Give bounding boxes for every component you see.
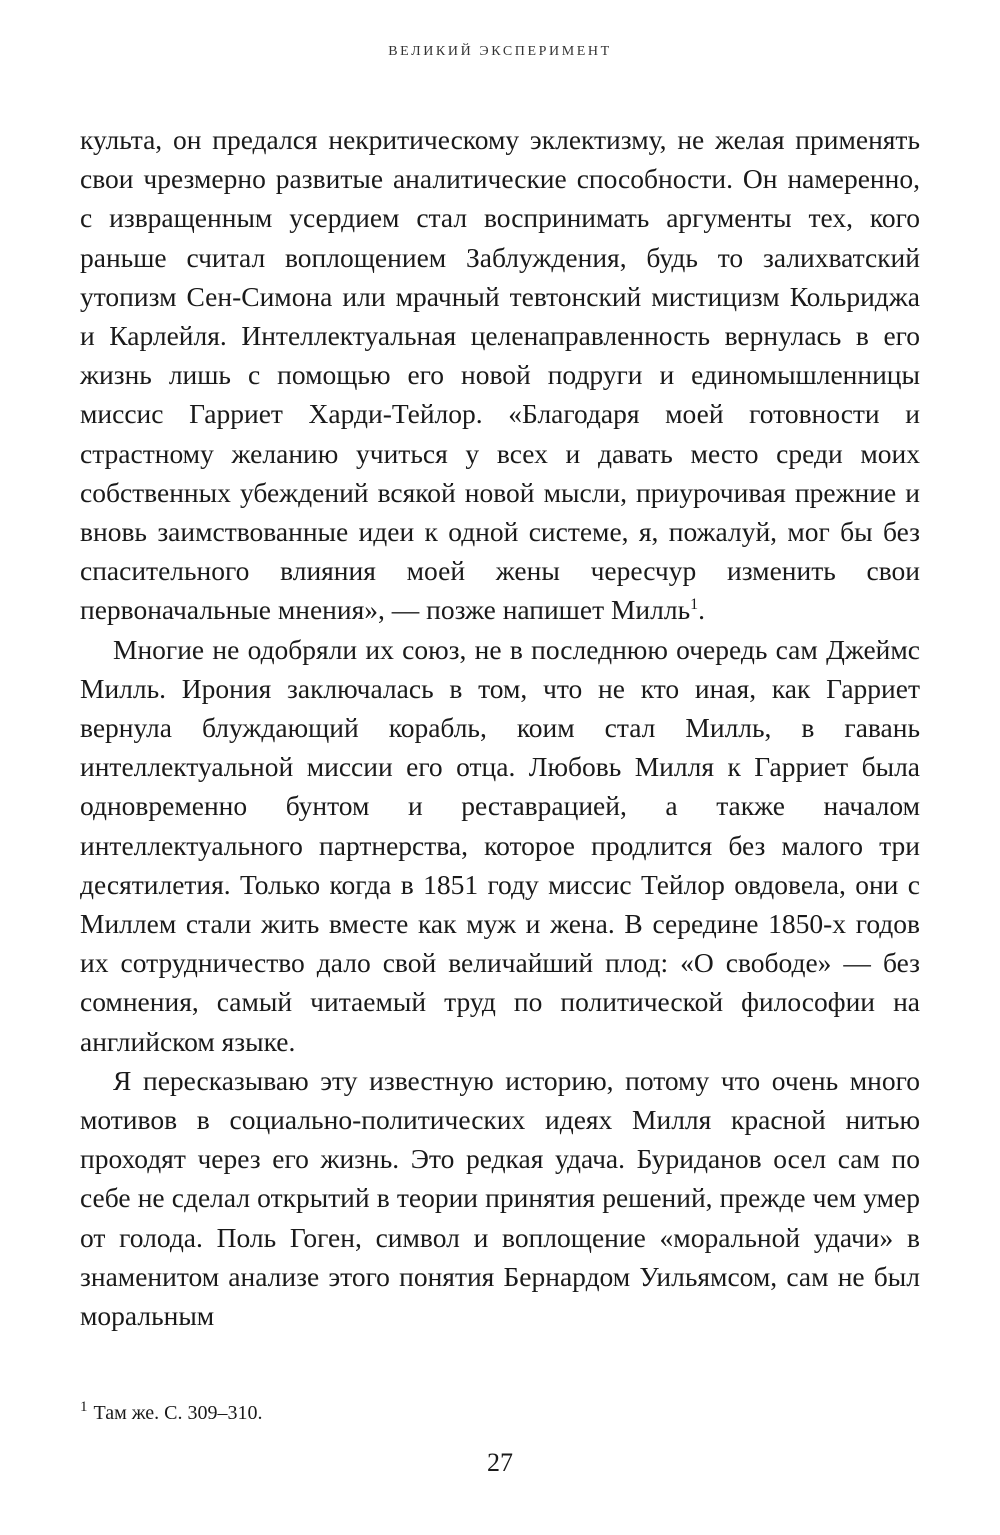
- running-head: ВЕЛИКИЙ ЭКСПЕРИМЕНТ: [388, 44, 612, 59]
- paragraph-3: Я пересказываю эту известную историю, потому что очень много мотивов в социально-политических идеях Милля красной нитью проходят через его жизнь. Это редкая удача. Буриданов осел сам по себе не сделал открытий в теории принятия решений, прежде чем умер от голода. Поль Гоген, символ и воплощение «моральной удачи» в знаменитом анализе этого понятия Бернардом Уильямсом, сам не был моральным: [80, 1064, 920, 1332]
- paragraph-1-end: .: [698, 594, 705, 626]
- body-text: [80, 120, 920, 1335]
- footnote-reference[interactable]: 1: [690, 596, 699, 614]
- paragraph-1: [80, 120, 920, 630]
- footnote-text: Там же. С. 309–310.: [93, 1402, 263, 1424]
- page-number: 27: [487, 1448, 513, 1477]
- paragraph-2: Многие не одобряли их союз, не в последнюю очередь сам Джеймс Милль. Ирония заключалась в том, что не кто иная, как Гарриет вернула блуждающий корабль, коим стал Милль, в гавань интеллектуальной миссии его отца. Любовь Милля к Гарриет была одновременно бунтом и реставрацией, а также началом интеллектуального партнерства, которое продлится без малого три десятилетия. Только когда в 1851 году миссис Тейлор овдовела, они с Миллем стали жить вместе как муж и жена. В середине 1850-х годов их сотрудничество дало свой величайший плод: «О свободе» — без сомнения, самый читаемый труд по политической философии на английском языке.: [80, 633, 920, 1057]
- paragraph-1-text: культа, он предался некритическому эклектизму, не желая применять свои чрезмерно развитые аналитические способности. Он намеренно, с извращенным усердием стал воспринимать аргументы тех, кого раньше считал воплощением Заблуждения, будь то залихватский утопизм Сен-Симона или мрачный тевтонский мистицизм Кольриджа и Карлейля. Интеллектуальная целенаправленность вернулась в его жизнь лишь с помощью его новой подруги и единомышленницы миссис Гарриет Харди-Тейлор. «Благодаря моей готовности и страстному желанию учиться у всех и давать место среди моих собственных убеждений всякой новой мысли, приурочивая прежние и вновь заимствованные идеи к одной системе, я, пожалуй, мог бы без спасительного влияния моей жены чересчур изменить свои первоначальные мнения», — позже напишет Милль: [80, 124, 920, 626]
- footnote-number: 1: [80, 1399, 88, 1416]
- footnote: [80, 1400, 920, 1426]
